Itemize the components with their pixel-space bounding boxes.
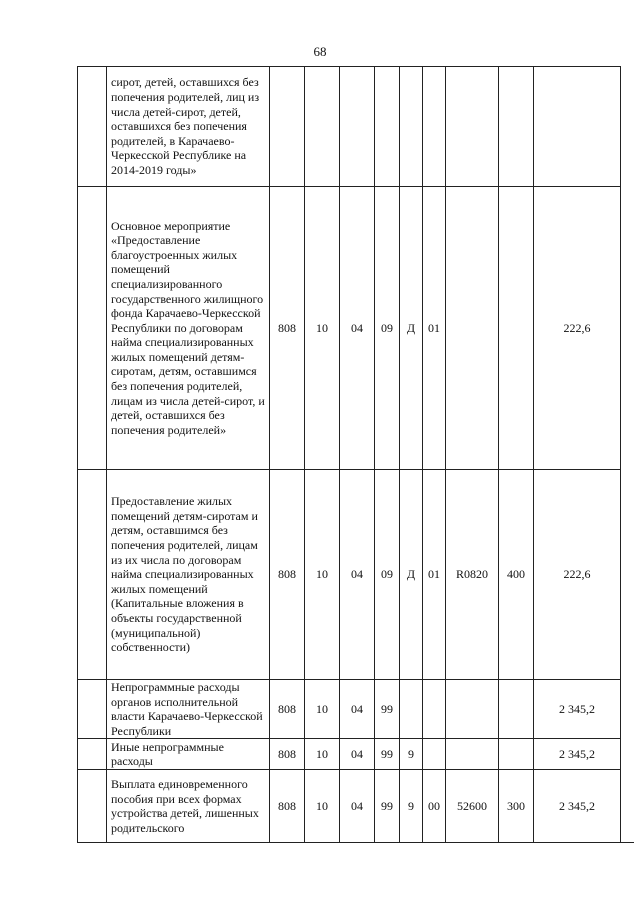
amount-cell: 222,6 bbox=[534, 470, 621, 680]
section-cell: 10 bbox=[305, 739, 340, 770]
section-cell bbox=[305, 67, 340, 187]
blank-cell bbox=[78, 770, 107, 843]
measure-cell: 00 bbox=[423, 770, 446, 843]
program-cell bbox=[375, 67, 400, 187]
item-name-cell: Предоставление жилых помещений детям-сиротам и детям, оставшимся без попечения родителей, лицам из их числа по договорам найма специализированных жилых помещений (Капитальные вложения в объекты государственной (муниципальной) собственности) bbox=[107, 470, 270, 680]
subprogram-cell: 9 bbox=[400, 770, 423, 843]
program-cell: 99 bbox=[375, 680, 400, 739]
expense-type-cell bbox=[499, 680, 534, 739]
item-name-cell: сирот, детей, оставшихся без попечения родителей, лиц из числа детей-сирот, детей, оставшихся без попечения родителей, в Карачаево-Черкесской Республике на 2014-2019 годы» bbox=[107, 67, 270, 187]
measure-cell: 01 bbox=[423, 187, 446, 470]
table-row bbox=[78, 67, 621, 187]
subsection-cell: 04 bbox=[340, 470, 375, 680]
program-cell: 99 bbox=[375, 770, 400, 843]
admin-code-cell: 808 bbox=[270, 739, 305, 770]
amount-cell bbox=[534, 67, 621, 187]
item-name-cell: Основное мероприятие «Предоставление благоустроенных жилых помещений специализированного государственного жилищного фонда Карачаево-Черкесской Республики по договорам найма специализированных жилых помещений детям-сиротам, детям, оставшимся без попечения родителей, лицам из числа детей-сирот, и детей, оставшихся без попечения родителей» bbox=[107, 187, 270, 470]
measure-cell bbox=[423, 739, 446, 770]
table-bottom-line bbox=[77, 842, 634, 843]
page-number: 68 bbox=[313, 44, 327, 59]
expense-type-cell bbox=[499, 187, 534, 470]
expense-type-cell: 300 bbox=[499, 770, 534, 843]
section-cell: 10 bbox=[305, 470, 340, 680]
expense-type-cell bbox=[499, 739, 534, 770]
item-name-cell: Непрограммные расходы органов исполнительной власти Карачаево-Черкесской Республики bbox=[107, 680, 270, 739]
blank-cell bbox=[78, 739, 107, 770]
item-name-cell: Выплата единовременного пособия при всех формах устройства детей, лишенных родительского bbox=[107, 770, 270, 843]
table-row bbox=[78, 187, 621, 470]
amount-cell: 2 345,2 bbox=[534, 739, 621, 770]
program-cell: 99 bbox=[375, 739, 400, 770]
subsection-cell: 04 bbox=[340, 187, 375, 470]
program-cell: 09 bbox=[375, 187, 400, 470]
direction-cell: 52600 bbox=[446, 770, 499, 843]
program-cell: 09 bbox=[375, 470, 400, 680]
subsection-cell: 04 bbox=[340, 680, 375, 739]
measure-cell bbox=[423, 67, 446, 187]
amount-cell: 2 345,2 bbox=[534, 680, 621, 739]
subsection-cell bbox=[340, 67, 375, 187]
section-cell: 10 bbox=[305, 680, 340, 739]
measure-cell bbox=[423, 680, 446, 739]
subprogram-cell: 9 bbox=[400, 739, 423, 770]
direction-cell: R0820 bbox=[446, 470, 499, 680]
direction-cell bbox=[446, 187, 499, 470]
admin-code-cell: 808 bbox=[270, 770, 305, 843]
blank-cell bbox=[78, 67, 107, 187]
measure-cell: 01 bbox=[423, 470, 446, 680]
expense-type-cell: 400 bbox=[499, 470, 534, 680]
amount-cell: 2 345,2 bbox=[534, 770, 621, 843]
subsection-cell: 04 bbox=[340, 739, 375, 770]
direction-cell bbox=[446, 739, 499, 770]
section-cell: 10 bbox=[305, 770, 340, 843]
subprogram-cell: Д bbox=[400, 470, 423, 680]
table-row bbox=[78, 739, 621, 770]
blank-cell bbox=[78, 470, 107, 680]
blank-cell bbox=[78, 187, 107, 470]
table-row bbox=[78, 770, 621, 843]
subprogram-cell bbox=[400, 680, 423, 739]
subsection-cell: 04 bbox=[340, 770, 375, 843]
admin-code-cell: 808 bbox=[270, 470, 305, 680]
direction-cell bbox=[446, 680, 499, 739]
budget-table bbox=[77, 66, 621, 843]
item-name-cell: Иные непрограммные расходы bbox=[107, 739, 270, 770]
admin-code-cell: 808 bbox=[270, 680, 305, 739]
subprogram-cell: Д bbox=[400, 187, 423, 470]
blank-cell bbox=[78, 680, 107, 739]
admin-code-cell: 808 bbox=[270, 187, 305, 470]
table-row bbox=[78, 680, 621, 739]
admin-code-cell bbox=[270, 67, 305, 187]
subprogram-cell bbox=[400, 67, 423, 187]
table-row bbox=[78, 470, 621, 680]
amount-cell: 222,6 bbox=[534, 187, 621, 470]
direction-cell bbox=[446, 67, 499, 187]
expense-type-cell bbox=[499, 67, 534, 187]
section-cell: 10 bbox=[305, 187, 340, 470]
